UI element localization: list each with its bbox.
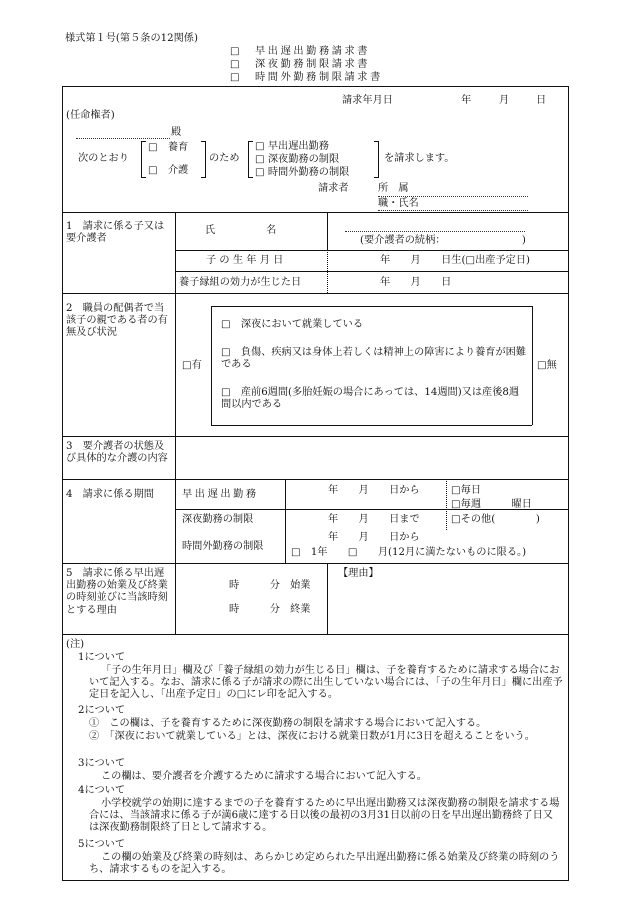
rule [62,479,569,480]
overtime-duration[interactable]: □ 1年 □ 月(12月に満たないものに限る。) [291,547,527,558]
title-night-limit: □ 深夜勤務制限請求書 [230,59,371,70]
name-title-line[interactable] [378,210,528,211]
frequency-other[interactable]: □その他( ) [451,514,540,525]
rule [175,250,569,251]
rule [62,212,569,213]
section1-label: 1 請求に係る子又は要介護者 [66,221,165,245]
section4-label: 4 請求に係る期間 [66,489,154,500]
adoption-date-label: 養子縁組の効力が生じた日 [179,277,302,288]
spouse-injury-illness[interactable]: □ 負傷、疾病又は身体上若しくは精神上の障害により養育が困難である [221,347,527,371]
option-child-care[interactable]: □ 養育 [148,142,189,153]
rule [211,425,532,426]
bracket [374,141,379,178]
spouse-prenatal[interactable]: □ 産前6週間(多胎妊娠の場合にあっては、14週間)又は産後8週間以内である [221,387,520,411]
period-night-limit: 深夜勤務の制限 [182,514,254,525]
note4-title: 4について [78,785,126,796]
section3-label: 3 要介護者の状態及び具体的な介護の内容 [66,441,168,465]
rule [175,212,176,634]
rule [62,634,569,635]
title-early-late: □ 早出遅出勤務請求書 [230,46,371,57]
note1-text: 「子の生年月日」欄及び「養子縁組の効力が生じる日」欄は、子を養育するために請求する場合において記入する。なお、請求に係る子が請求の際に出生していない場合には、「子の生年月日」欄に出産予定日を記入し、「出産予定日」の□にレ印を記入する。 [89,665,563,701]
name-line[interactable] [345,231,525,232]
relation-label: (要介護者の続柄： ) [360,235,526,246]
reason-label: 【理由】 [338,568,379,579]
next-as-follows: 次のとおり [78,153,129,164]
form-frame [62,86,569,881]
rule [327,212,328,250]
name-title-label: 職・氏名 [378,198,419,209]
rule [175,271,569,272]
affiliation-line[interactable] [378,196,528,197]
note2-b: ② 「深夜において就業している」とは、深夜における就業日数が1月に3日を超えることをいう。 [89,731,535,742]
date-day: 日 [536,95,547,106]
note5-text: この欄の始業及び終業の時刻は、あらかじめ定められた早出遅出勤務に係る始業及び終業の時刻のうち、請求するものを記入する。 [89,852,560,876]
section2-label: 2 職員の配偶者で当該子の親である者の有無及び状況 [66,303,168,339]
rule [285,479,286,563]
period-early-late: 早出遅出勤務 [182,489,259,500]
option-early-late[interactable]: □ 早出遅出勤務 [255,141,329,152]
spouse-night-work[interactable]: □ 深夜において就業している [221,319,364,330]
period-from[interactable]: 年 月 日から [328,485,420,496]
bracket [248,141,253,178]
adoption-date-value[interactable]: 年 月 日 [380,277,452,288]
note2-a: ① この欄は、子を養育するために深夜勤務の制限を請求する場合において記入する。 [89,718,487,729]
spouse-yes[interactable]: □有 [182,360,202,371]
end-time[interactable]: 時 分 終業 [229,604,311,615]
note5-title: 5について [78,839,126,850]
note1-title: 1について [78,652,126,663]
rule [211,306,212,425]
start-time[interactable]: 時 分 始業 [229,580,311,591]
child-birth-value[interactable]: 年 月 日生(□出産予定日) [380,255,531,266]
requester-label: 請求者 [318,183,349,194]
bracket [201,141,206,178]
rule [327,563,328,634]
request-statement: を請求します。 [384,153,455,164]
note2-title: 2について [78,705,126,716]
option-nursing-care[interactable]: □ 介護 [148,165,189,176]
notes-head: (注) [66,639,85,650]
form-label: 様式第１号(第５条の12関係) [65,33,198,44]
note4-text: 小学校就学の始期に達するまでの子を養育するために早出遅出勤務又は深夜勤務の制限を請求する場合には、当該請求に係る子が満6歳に達する日以後の最初の3月31日以前の日を早出遅出勤務終了日又は深夜勤務制限終了日として請求する。 [89,798,560,834]
period-overtime-limit: 時間外勤務の制限 [182,541,264,552]
date-month: 月 [499,95,510,106]
request-date-label: 請求年月日 [342,95,393,106]
appointer-label: (任命権者) [66,110,115,121]
option-overtime-limit[interactable]: □ 時間外勤務の制限 [255,167,350,178]
appointer-line[interactable] [76,138,170,139]
frequency-daily[interactable]: □毎日 [451,485,482,496]
note3-text: この欄は、要介護者を介護するために請求する場合において記入する。 [101,771,427,782]
frequency-weekly[interactable]: □毎週 曜日 [451,499,532,510]
bracket [141,141,146,178]
affiliation-label: 所 属 [378,183,409,194]
spouse-no[interactable]: □無 [537,360,557,371]
rule [446,479,447,530]
section5-label: 5 請求に係る早出遅出勤務の始業及び終業の時刻並びに当該時刻とする理由 [66,568,168,616]
rule [327,250,328,293]
rule [532,306,533,425]
name-label: 氏 名 [205,225,277,236]
note3-title: 3について [78,758,126,769]
date-year: 年 [461,95,472,106]
option-night-limit[interactable]: □ 深夜勤務の制限 [255,154,340,165]
title-overtime-limit: □ 時間外勤務制限請求書 [230,72,383,83]
rule [62,436,569,437]
dono-label: 殿 [171,127,182,138]
rule [211,306,532,307]
child-birth-label: 子 の 生 年 月 日 [206,255,284,266]
rule [62,293,569,294]
period-until[interactable]: 年 月 日まで [328,514,420,525]
rule [62,563,569,564]
for-purpose: のため [209,153,240,164]
overtime-from[interactable]: 年 月 日から [328,532,420,543]
